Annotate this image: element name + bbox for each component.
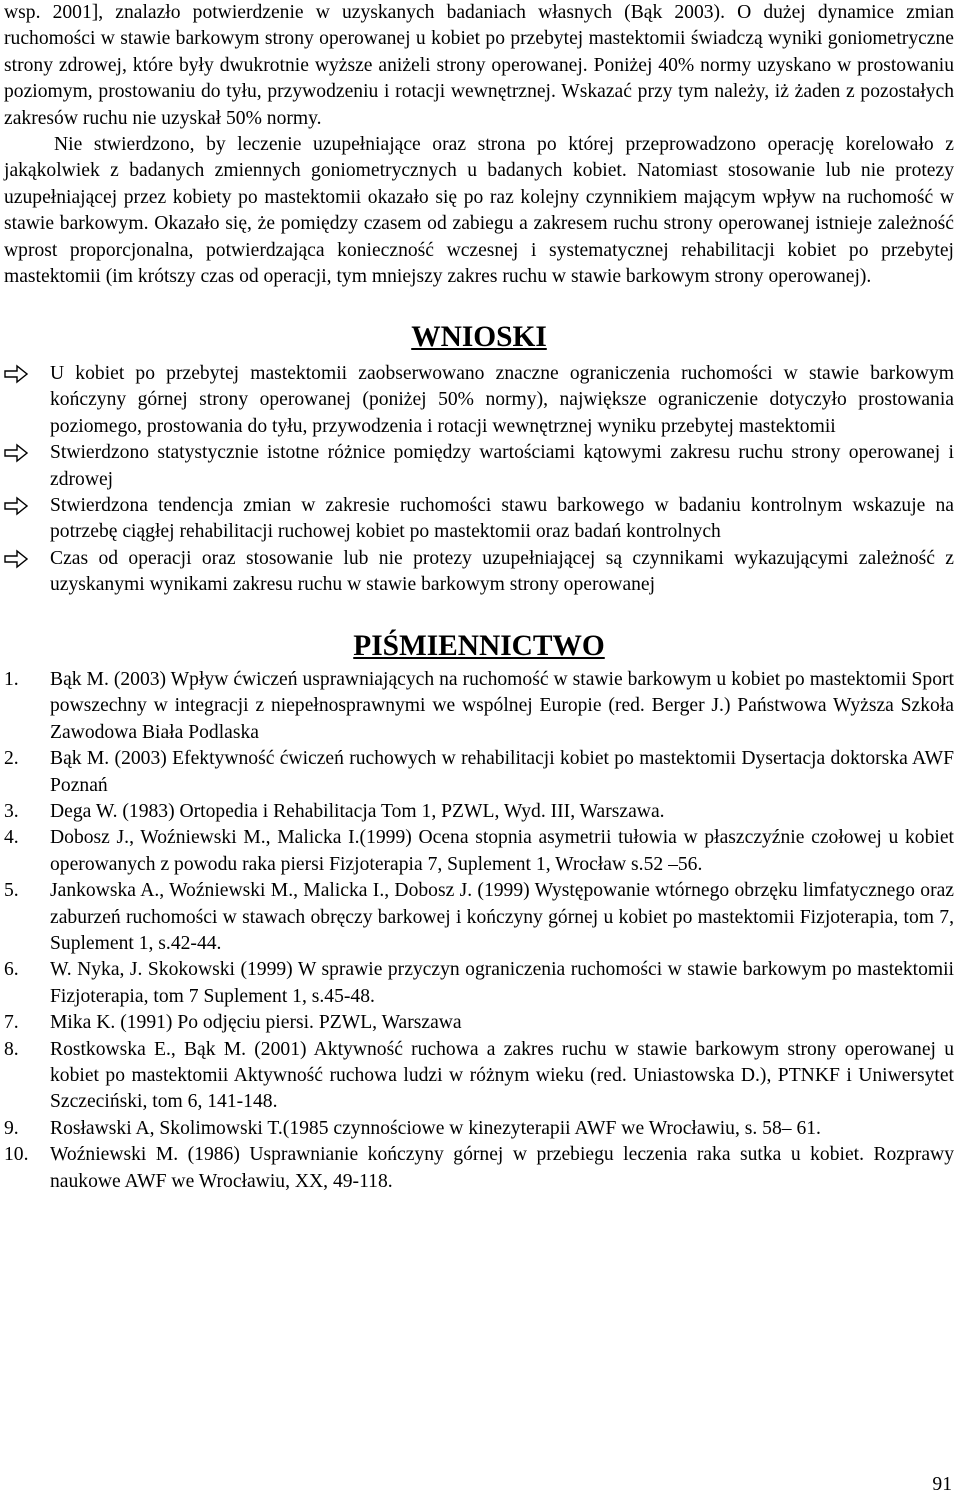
outline-arrow-right-icon bbox=[4, 443, 28, 463]
reference-item bbox=[4, 878, 954, 957]
reference-number: 4. bbox=[4, 827, 19, 849]
reference-item bbox=[4, 746, 954, 799]
reference-item bbox=[4, 667, 954, 746]
reference-number: 10. bbox=[4, 1144, 29, 1166]
conclusions-list bbox=[4, 361, 954, 599]
reference-item bbox=[4, 1010, 954, 1036]
reference-text: Rostkowska E., Bąk M. (2001) Aktywność ruchowa a zakres ruchu w stawie barkowym strony operowanej u kobiet po mastektomii Aktywność ruchowa ludzi w różnym wieku (red. Uniastowska D.), PTNKF i Uniwersytet Szczeciński, tom 6, 141-148. bbox=[50, 1038, 954, 1113]
conclusions-heading: WNIOSKI bbox=[411, 321, 547, 354]
reference-number: 8. bbox=[4, 1038, 19, 1060]
reference-item bbox=[4, 1142, 954, 1195]
reference-text: Bąk M. (2003) Wpływ ćwiczeń usprawniających na ruchomość w stawie barkowym u kobiet po mastektomii Sport powszechny w integracji z niepełnosprawnymi we wspólnej Europie (red. Berger J.) Państwowa Wyższa Szkoła Zawodowa Biała Podlaska bbox=[50, 668, 954, 743]
outline-arrow-right-icon bbox=[4, 364, 28, 384]
conclusion-item bbox=[4, 440, 954, 493]
intro-paragraph-2: Nie stwierdzono, by leczenie uzupełniające oraz strona po której przeprowadzono operację korelowało z jakąkolwiek z badanych zmiennych goniometrycznych u badanych kobiet. Natomiast stosowanie lub nie protezy uzupełniającej przez kobiety po mastektomii okazało się po raz kolejny czynnikiem mającym wpływ na ruchomość w stawie barkowym. Okazało się, że pomiędzy czasem od zabiegu a zakresem ruchu strony operowanej istnieje zależność wprost proporcjonalna, potwierdzająca konieczność wczesnej i systematycznej rehabilitacji kobiet po przebytej mastektomii (im krótszy czas od operacji, tym mniejszy zakres ruchu w stawie barkowym strony operowanej). bbox=[4, 134, 954, 288]
reference-number: 9. bbox=[4, 1117, 19, 1139]
reference-item bbox=[4, 825, 954, 878]
reference-item bbox=[4, 957, 954, 1010]
conclusion-text: Czas od operacji oraz stosowanie lub nie protezy uzupełniającej są czynnikami wykazującymi zależność z uzyskanymi wynikami zakresu ruchu w stawie barkowym strony operowanej bbox=[50, 547, 954, 596]
conclusion-item bbox=[4, 493, 954, 546]
reference-text: Dobosz J., Woźniewski M., Malicka I.(1999) Ocena stopnia asymetrii tułowia w płaszczyźnie czołowej u kobiet operowanych z powodu raka piersi Fizjoterapia 7, Suplement 1, Wrocław s.52 –56. bbox=[50, 827, 954, 875]
outline-arrow-right-icon bbox=[4, 496, 28, 516]
reference-text: Dega W. (1983) Ortopedia i Rehabilitacja Tom 1, PZWL, Wyd. III, Warszawa. bbox=[50, 800, 665, 822]
reference-number: 5. bbox=[4, 880, 19, 902]
reference-text: Mika K. (1991) Po odjęciu piersi. PZWL, Warszawa bbox=[50, 1012, 462, 1034]
reference-item bbox=[4, 799, 954, 825]
reference-item bbox=[4, 1037, 954, 1116]
reference-number: 1. bbox=[4, 668, 19, 690]
reference-number: 3. bbox=[4, 800, 19, 822]
reference-item bbox=[4, 1116, 954, 1142]
reference-text: W. Nyka, J. Skokowski (1999) W sprawie przyczyn ograniczenia ruchomości w stawie barkowym po mastektomii Fizjoterapia, tom 7 Suplement 1, s.45-48. bbox=[50, 959, 954, 1007]
reference-number: 7. bbox=[4, 1012, 19, 1034]
conclusion-text: Stwierdzona tendencja zmian w zakresie ruchomości stawu barkowego w badaniu kontrolnym wskazuje na potrzebę ciągłej rehabilitacji ruchowej kobiet po mastektomii oraz badań kontrolnych bbox=[50, 494, 954, 543]
reference-text: Bąk M. (2003) Efektywność ćwiczeń ruchowych w rehabilitacji kobiet po mastektomii Dysertacja doktorska AWF Poznań bbox=[50, 748, 954, 796]
reference-number: 6. bbox=[4, 959, 19, 981]
reference-number: 2. bbox=[4, 748, 19, 770]
reference-text: Woźniewski M. (1986) Usprawnianie kończyny górnej w przebiegu leczenia raka sutka u kobiet. Rozprawy naukowe AWF we Wrocławiu, XX, 49-118. bbox=[50, 1144, 954, 1192]
conclusion-item bbox=[4, 361, 954, 440]
reference-text: Rosławski A, Skolimowski T.(1985 czynnościowe w kinezyterapii AWF we Wrocławiu, s. 58– 61. bbox=[50, 1117, 821, 1139]
conclusion-text: Stwierdzono statystycznie istotne różnice pomiędzy wartościami kątowymi zakresu ruchu strony operowanej i zdrowej bbox=[50, 442, 954, 490]
document-page bbox=[4, 0, 954, 1195]
page-number: 91 bbox=[932, 1474, 952, 1495]
conclusion-item bbox=[4, 546, 954, 599]
reference-text: Jankowska A., Woźniewski M., Malicka I., Dobosz J. (1999) Występowanie wtórnego obrzęku limfatycznego oraz zaburzeń ruchomości w stawach obręczy barkowej i kończyny górnej u kobiet po mastektomii Fizjoterapia, tom 7, Suplement 1, s.42-44. bbox=[50, 880, 954, 954]
references-list bbox=[4, 667, 954, 1195]
outline-arrow-right-icon bbox=[4, 549, 28, 569]
conclusion-text: U kobiet po przebytej mastektomii zaobserwowano znaczne ograniczenia ruchomości w stawie barkowym kończyny górnej strony operowanej (poniżej 50% normy), największe ograniczenie dotyczyło prostowania poziomego, prostowania do tyłu, przywodzenia i rotacji wewnętrznej wyniku przebytej mastektomii bbox=[50, 362, 954, 437]
intro-paragraph-1: wsp. 2001], znalazło potwierdzenie w uzyskanych badaniach własnych (Bąk 2003). O dużej dynamice zmian ruchomości w stawie barkowym strony operowanej u kobiet po przebytej mastektomii świadczą wyniki goniometryczne strony zdrowej, które były dwukrotnie wyższe aniżeli strony operowanej. Poniżej 40% normy uzyskano w prostowaniu poziomym, prostowaniu do tyłu, przywodzeniu i rotacji wewnętrznej. Wskazać przy tym należy, iż żaden z pozostałych zakresów ruchu nie uzyskał 50% normy. bbox=[4, 2, 954, 129]
references-heading: PIŚMIENNICTWO bbox=[353, 629, 605, 662]
